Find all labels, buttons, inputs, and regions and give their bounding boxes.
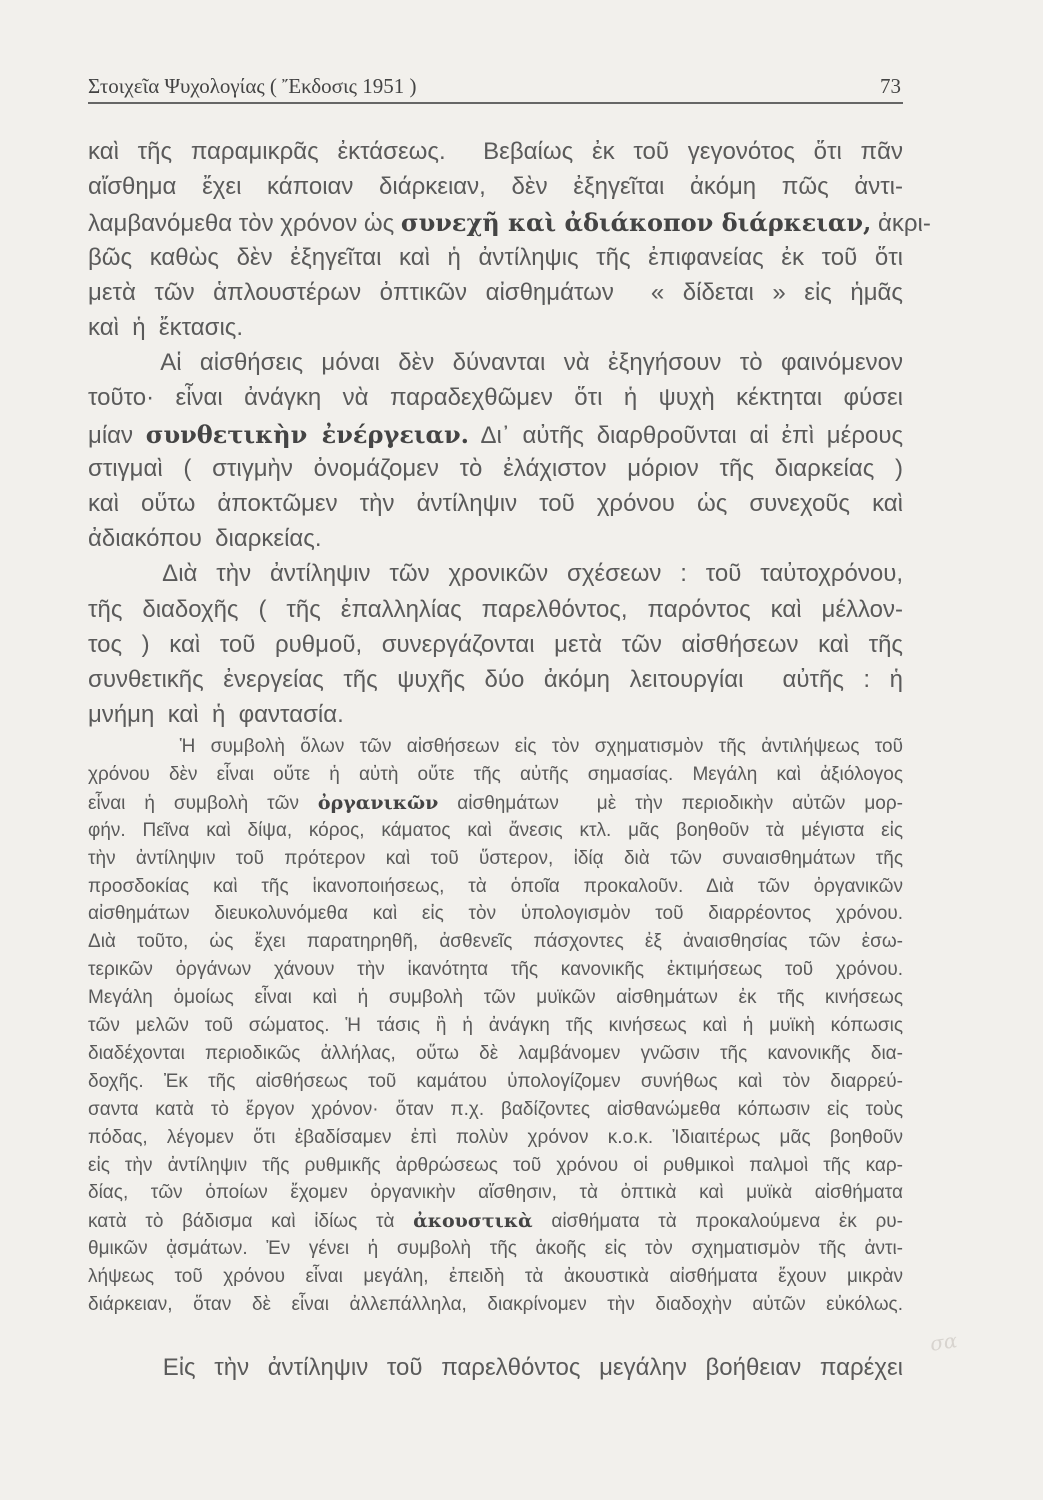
- text-segment: θμικῶν ᾀσμάτων. Ἐν γένει ἡ συμβολὴ τῆς ἀκοῆς εἰς τὸν σχηματισμὸν τῆς ἀντι-: [88, 1238, 903, 1260]
- body-line: [88, 314, 903, 342]
- text-segment: τερικῶν ὀργάνων χάνουν τὴν ἱκανότητα τῆς κανονικῆς ἐκτιμήσεως τοῦ χρόνου.: [88, 959, 903, 981]
- small-line: [88, 848, 903, 870]
- text-segment: φήν. Πεῖνα καὶ δίψα, κόρος, κάματος καὶ ἄνεσις κτλ. μᾶς βοηθοῦν τὰ μέγιστα εἰς: [88, 819, 903, 841]
- text-segment: τοῦτο· εἶναι ἀνάγκη νὰ παραδεχθῶμεν ὅτι ἡ ψυχὴ κέκτηται φύσει: [88, 384, 903, 412]
- text-segment: Εἰς τὴν ἀντίληψιν τοῦ παρελθόντος μεγάλην βοήθειαν παρέχει: [88, 1354, 903, 1381]
- text-segment: αἰσθημάτων διευκολυνόμεθα καὶ εἰς τὸν ὑπολογισμὸν τοῦ διαρρέοντος χρόνου.: [88, 903, 903, 925]
- small-line: [88, 987, 903, 1009]
- text-segment: στιγμαὶ ( στιγμὴν ὀνομάζομεν τὸ ἐλάχιστον μόριον τῆς διαρκείας ): [88, 454, 903, 482]
- text-segment: συνθετικῆς ἐνεργείας τῆς ψυχῆς δύο ἀκόμη λειτουργίαι αὐτῆς : ἡ: [88, 666, 903, 693]
- small-line: [88, 1182, 903, 1204]
- text-segment: εἶναι ἡ συμβολὴ τῶν: [88, 792, 318, 814]
- text-segment: σαντα κατὰ τὸ ἔργον χρόνον· ὅταν π.χ. βαδίζοντες αἰσθανώμεθα κόπωσιν εἰς τοὺς: [88, 1098, 903, 1120]
- small-line: [88, 903, 903, 925]
- body-line: [88, 349, 903, 377]
- small-line: [88, 1266, 903, 1288]
- text-segment: τος ) καὶ τοῦ ρυθμοῦ, συνεργάζονται μετὰ τῶν αἰσθήσεων καὶ τῆς: [88, 630, 903, 658]
- text-segment: Δι᾽ αὐτῆς διαρθροῦνται αἱ ἐπὶ μέρους: [469, 421, 904, 449]
- small-line: [88, 1043, 903, 1065]
- text-segment: τῆς διαδοχῆς ( τῆς ἐπαλληλίας παρελθόντος, παρόντος καὶ μέλλον-: [88, 595, 903, 623]
- bold-phrase: συνεχῆ καὶ ἀδιάκοπον διάρκειαν,: [400, 208, 872, 238]
- body-line: [88, 701, 903, 729]
- text-segment: εἰς τὴν ἀντίληψιν τῆς ρυθμικῆς ἀρθρώσεως τοῦ χρόνου οἱ ρυθμικοὶ παλμοὶ τῆς καρ-: [88, 1154, 903, 1176]
- body-line: [88, 525, 903, 553]
- bold-phrase: συνθετικὴν ἐνέργειαν.: [145, 419, 470, 449]
- text-segment: χρόνου δὲν εἶναι οὔτε ἡ αὐτὴ οὔτε τῆς αὐτῆς σημασίας. Μεγάλη καὶ ἀξιόλογος: [88, 763, 903, 785]
- text-segment: κατὰ τὸ βάδισμα καὶ ἰδίως τὰ: [88, 1211, 414, 1233]
- text-segment: λήψεως τοῦ χρόνου εἶναι μεγάλη, ἐπειδὴ τὰ ἀκουστικὰ αἰσθήματα ἔχουν μικρὰν: [88, 1266, 903, 1288]
- small-line: [88, 876, 903, 898]
- text-segment: καὶ οὕτω ἀποκτῶμεν τὴν ἀντίληψιν τοῦ χρόνου ὡς συνεχοῦς καὶ: [88, 490, 903, 517]
- small-line: [88, 1127, 903, 1149]
- small-line: [88, 792, 903, 815]
- text-segment: αἰσθήματα τὰ προκαλούμενα ἐκ ρυ-: [532, 1211, 903, 1233]
- body-line: [88, 138, 903, 166]
- body-line: [88, 420, 903, 450]
- small-line: [88, 1294, 903, 1316]
- text-segment: βῶς καθὼς δὲν ἐξηγεῖται καὶ ἡ ἀντίληψις τῆς ἐπιφανείας ἐκ τοῦ ὅτι: [88, 243, 903, 271]
- bold-phrase: ἀκουστικὰ: [413, 1210, 533, 1233]
- small-line: [88, 959, 903, 981]
- small-line: [88, 1071, 903, 1093]
- text-segment: προσδοκίας καὶ τῆς ἱκανοποιήσεως, τὰ ὁποῖα προκαλοῦν. Διὰ τῶν ὀργανικῶν: [88, 875, 903, 897]
- small-line: [88, 1015, 903, 1037]
- small-line: [88, 1238, 903, 1260]
- page-number: 73: [880, 74, 901, 98]
- body-line: [88, 455, 903, 483]
- text-segment: διάρκειαν, ὅταν δὲ εἶναι ἀλλεπάλληλα, διακρίνομεν τὴν διαδοχὴν αὐτῶν εὐκόλως.: [88, 1294, 903, 1315]
- bold-phrase: ὀργανικῶν: [317, 791, 439, 814]
- text-segment: καὶ ἡ ἔκτασις.: [88, 314, 244, 341]
- body-line: [88, 244, 903, 272]
- text-segment: αἴσθημα ἔχει κάποιαν διάρκειαν, δὲν ἐξηγεῖται ἀκόμη πῶς ἀντι-: [88, 173, 903, 201]
- text-segment: Ἡ συμβολὴ ὅλων τῶν αἰσθήσεων εἰς τὸν σχηματισμὸν τῆς ἀντιλήψεως τοῦ: [88, 736, 903, 757]
- running-title: Στοιχεῖα Ψυχολογίας ( Ἔκδοσις 1951 ): [88, 74, 417, 98]
- small-line: [88, 764, 903, 786]
- small-line: [88, 736, 903, 758]
- text-segment: Διὰ τὴν ἀντίληψιν τῶν χρονικῶν σχέσεων : τοῦ ταὐτοχρόνου,: [88, 560, 903, 588]
- text-segment: ἀκρι-: [871, 210, 931, 238]
- small-line: [88, 820, 903, 842]
- text-segment: Διὰ τοῦτο, ὡς ἔχει παρατηρηθῆ, ἀσθενεῖς πάσχοντες ἐξ ἀναισθησίας τῶν ἐσω-: [88, 931, 903, 953]
- text-segment: καὶ τῆς παραμικρᾶς ἐκτάσεως. Βεβαίως ἐκ τοῦ γεγονότος ὅτι πᾶν: [88, 138, 903, 165]
- text-segment: τῶν μελῶν τοῦ σώματος. Ἡ τάσις ἢ ἡ ἀνάγκη τῆς κινήσεως καὶ ἡ μυϊκὴ κόπωσις: [88, 1015, 903, 1036]
- text-segment: δίας, τῶν ὁποίων ἔχομεν ὀργανικὴν αἴσθησιν, τὰ ὀπτικὰ καὶ μυϊκὰ αἰσθήματα: [88, 1182, 903, 1204]
- text-segment: λαμβανόμεθα τὸν χρόνον ὡς: [88, 210, 401, 238]
- text-segment: διαδέχονται περιοδικῶς ἀλλήλας, οὕτω δὲ λαμβάνομεν γνῶσιν τῆς κανονικῆς δια-: [88, 1042, 903, 1064]
- final-line: [88, 1354, 903, 1382]
- small-line: [88, 1210, 903, 1233]
- body-line: [88, 596, 903, 624]
- text-segment: Αἱ αἰσθήσεις μόναι δὲν δύνανται νὰ ἐξηγήσουν τὸ φαινόμενον: [88, 349, 903, 377]
- text-segment: μνήμη καὶ ἡ φαντασία.: [88, 701, 344, 729]
- text-segment: Μεγάλη ὁμοίως εἶναι καὶ ἡ συμβολὴ τῶν μυϊκῶν αἰσθημάτων ἐκ τῆς κινήσεως: [88, 987, 903, 1009]
- body-line: [88, 490, 903, 518]
- text-segment: δοχῆς. Ἐκ τῆς αἰσθήσεως τοῦ καμάτου ὑπολογίζομεν συνήθως καὶ τὸν διαρρεύ-: [88, 1070, 903, 1092]
- small-line: [88, 931, 903, 953]
- text-segment: τὴν ἀντίληψιν τοῦ πρότερον καὶ τοῦ ὕστερον, ἰδίᾳ διὰ τῶν συναισθημάτων τῆς: [88, 847, 903, 869]
- text-segment: ἀδιακόπου διαρκείας.: [88, 525, 322, 553]
- body-line: [88, 666, 903, 694]
- body-line: [88, 384, 903, 412]
- small-line: [88, 1155, 903, 1177]
- body-line: [88, 279, 903, 307]
- text-segment: μίαν: [88, 421, 146, 449]
- body-line: [88, 560, 903, 588]
- text-segment: αἰσθημάτων μὲ τὴν περιοδικὴν αὐτῶν μορ-: [438, 792, 903, 814]
- text-segment: μετὰ τῶν ἁπλουστέρων ὀπτικῶν αἰσθημάτων « δίδεται » εἰς ἡμᾶς: [88, 278, 903, 306]
- body-line: [88, 208, 931, 238]
- body-line: [88, 631, 903, 659]
- margin-pencil-mark: σα: [928, 1328, 959, 1356]
- body-line: [88, 173, 903, 201]
- text-segment: πόδας, λέγομεν ὅτι ἐβαδίσαμεν ἐπὶ πολὺν χρόνον κ.ο.κ. Ἰδιαιτέρως μᾶς βοηθοῦν: [88, 1126, 903, 1148]
- small-line: [88, 1099, 903, 1121]
- running-header: [88, 74, 903, 104]
